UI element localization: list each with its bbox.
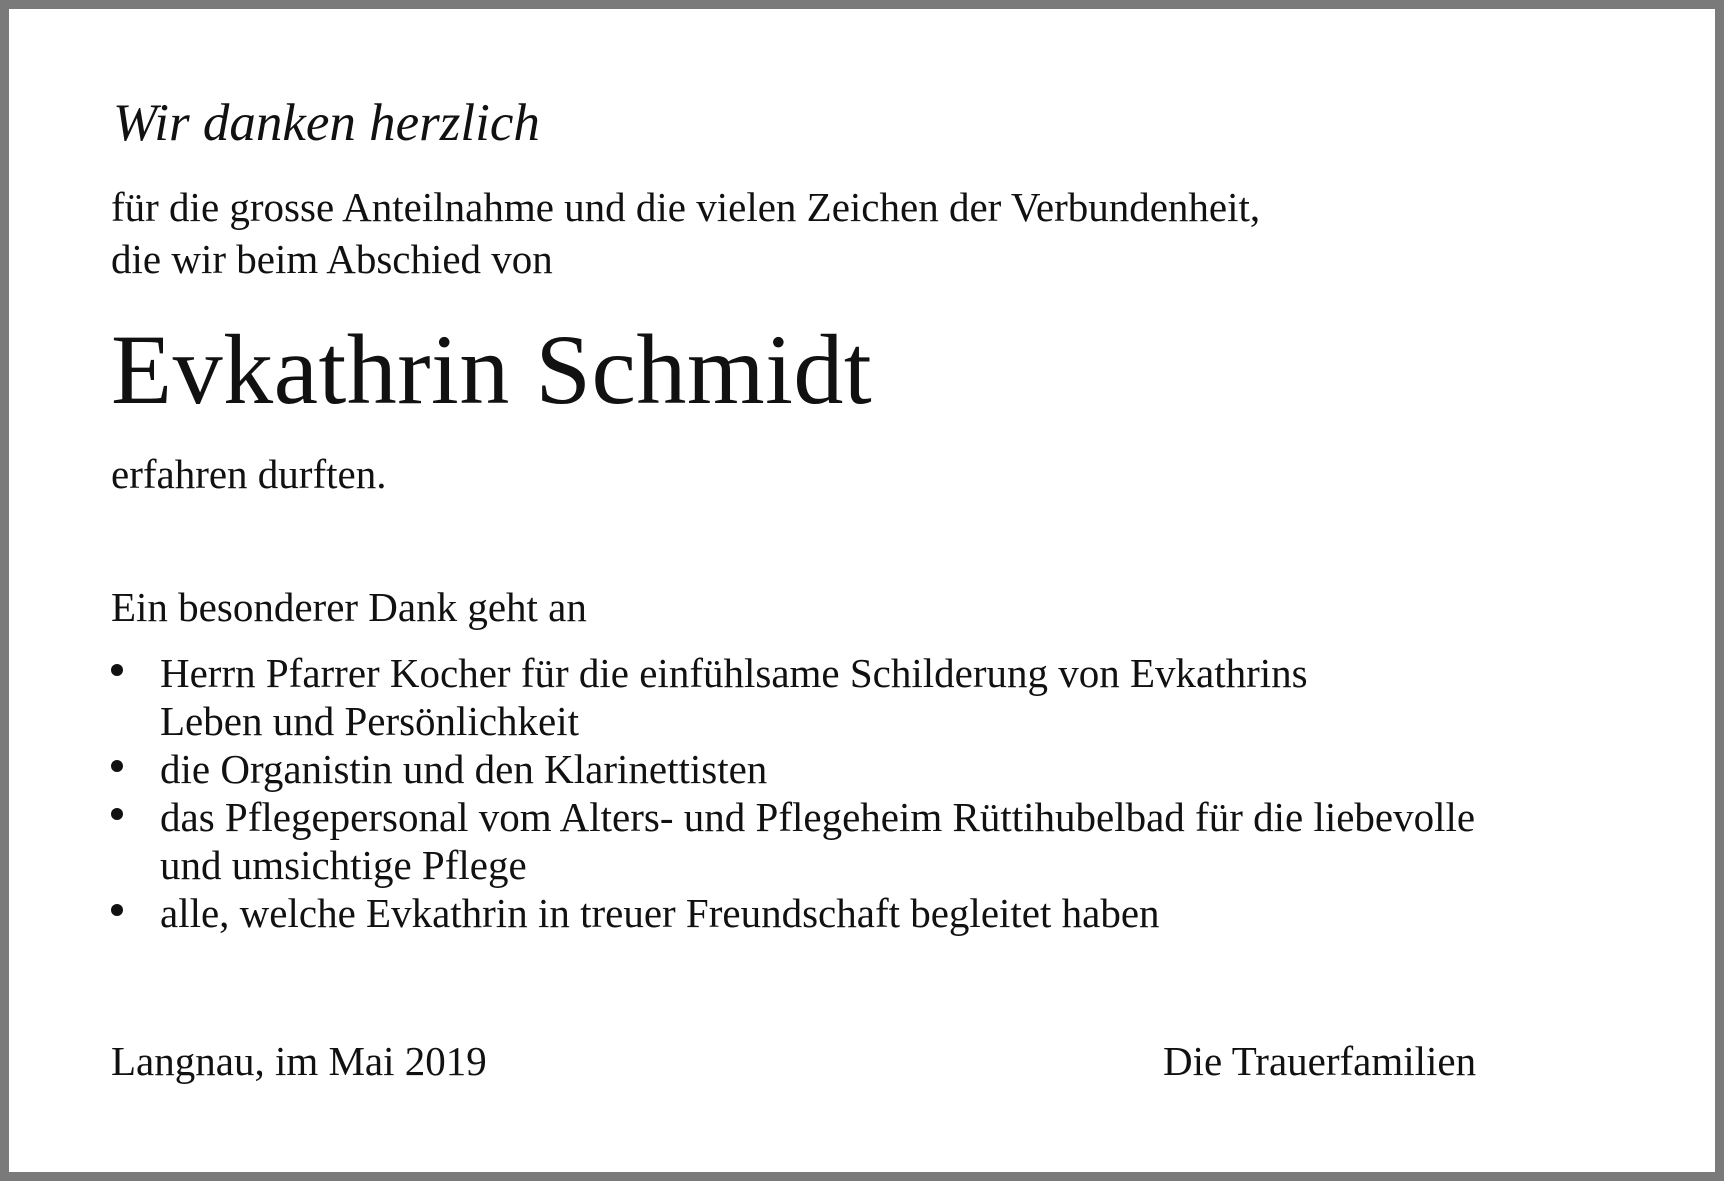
bullet-icon xyxy=(111,664,123,676)
outro-line: erfahren durften. xyxy=(111,451,387,497)
special-thanks-intro: Ein besonderer Dank geht an xyxy=(111,584,587,630)
thanks-item-line: Herrn Pfarrer Kocher für die einfühlsame Schilderung von Evkathrins xyxy=(160,650,1308,696)
thanks-item-line: die Organistin und den Klarinettisten xyxy=(160,746,768,792)
thanks-item-line: alle, welche Evkathrin in treuer Freundschaft begleitet haben xyxy=(160,890,1160,936)
deceased-name: Evkathrin Schmidt xyxy=(111,314,873,425)
notice-heading: Wir danken herzlich xyxy=(113,94,540,152)
thanks-list-item xyxy=(111,793,1671,889)
thanks-list-item xyxy=(111,745,1671,793)
bullet-icon xyxy=(111,808,123,820)
thanks-list-item xyxy=(111,649,1671,745)
thanks-item-line: und umsichtige Pflege xyxy=(160,842,527,888)
thanks-list xyxy=(111,649,1671,937)
thanks-list-item xyxy=(111,889,1671,937)
thanks-item-line: das Pflegepersonal vom Alters- und Pflegeheim Rüttihubelbad für die liebevolle xyxy=(160,794,1476,840)
intro-line-1: für die grosse Anteilnahme und die vielen Zeichen der Verbundenheit, xyxy=(111,184,1261,230)
bullet-icon xyxy=(111,760,123,772)
signature: Die Trauerfamilien xyxy=(1163,1038,1477,1084)
place-date: Langnau, im Mai 2019 xyxy=(111,1038,487,1084)
intro-line-2: die wir beim Abschied von xyxy=(111,236,553,282)
bullet-icon xyxy=(111,904,123,916)
thanks-item-line: Leben und Persönlichkeit xyxy=(160,698,580,744)
